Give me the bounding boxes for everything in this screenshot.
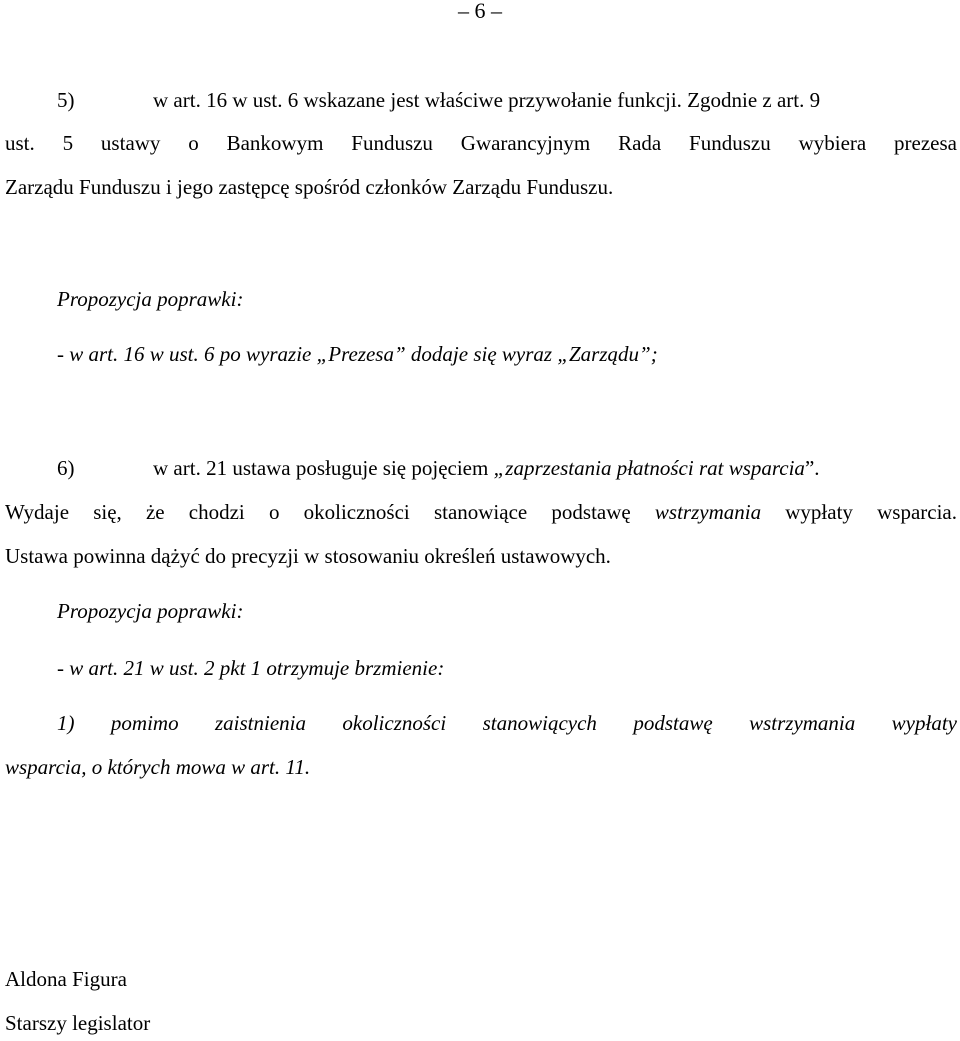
section-6-line-2	[5, 502, 957, 523]
signature-name: Aldona Figura	[5, 967, 127, 991]
section-6-proposal-label: Propozycja poprawki:	[57, 599, 244, 623]
section-5-line-1: w art. 16 w ust. 6 wskazane jest właściwe przywołanie funkcji. Zgodnie z art. 9	[153, 88, 821, 112]
section-6-line-3: Ustawa powinna dążyć do precyzji w stosowaniu określeń ustawowych.	[5, 544, 611, 568]
section-6-line-2-suffix: wypłaty wsparcia.	[761, 500, 957, 524]
section-6-first-line	[57, 458, 820, 479]
section-6-amendment: - w art. 21 w ust. 2 pkt 1 otrzymuje brzmienie:	[57, 656, 445, 680]
section-6-line-2-prefix: Wydaje się, że chodzi o okoliczności stanowiące podstawę	[5, 500, 655, 524]
section-6-line-2-italic: wstrzymania	[654, 500, 762, 524]
section-5-first-line	[57, 90, 820, 111]
signature-title: Starszy legislator	[5, 1011, 151, 1035]
section-5-line-3: Zarządu Funduszu i jego zastępcę spośród członków Zarządu Funduszu.	[5, 175, 614, 199]
section-6-quote-line-1: 1) pomimo zaistnienia okoliczności stanowiących podstawę wstrzymania wypłaty	[57, 711, 957, 735]
section-5-number: 5)	[57, 88, 75, 112]
section-6-quote-line-2: wsparcia, o których mowa w art. 11.	[5, 755, 311, 779]
section-6-line-1-italic: „zaprzestania płatności rat wsparcia	[493, 456, 805, 480]
page-number: – 6 –	[458, 0, 502, 23]
section-6-line-1-prefix: w art. 21 ustawa posługuje się pojęciem	[153, 456, 494, 480]
section-6-number: 6)	[57, 456, 75, 480]
section-5-line-2: ust. 5 ustawy o Bankowym Funduszu Gwarancyjnym Rada Funduszu wybiera prezesa	[5, 131, 957, 155]
section-5-proposal-label: Propozycja poprawki:	[57, 287, 244, 311]
section-6-line-1-suffix: ”.	[804, 456, 820, 480]
section-5-amendment: - w art. 16 w ust. 6 po wyrazie „Prezesa” dodaje się wyraz „Zarządu”;	[57, 342, 658, 366]
